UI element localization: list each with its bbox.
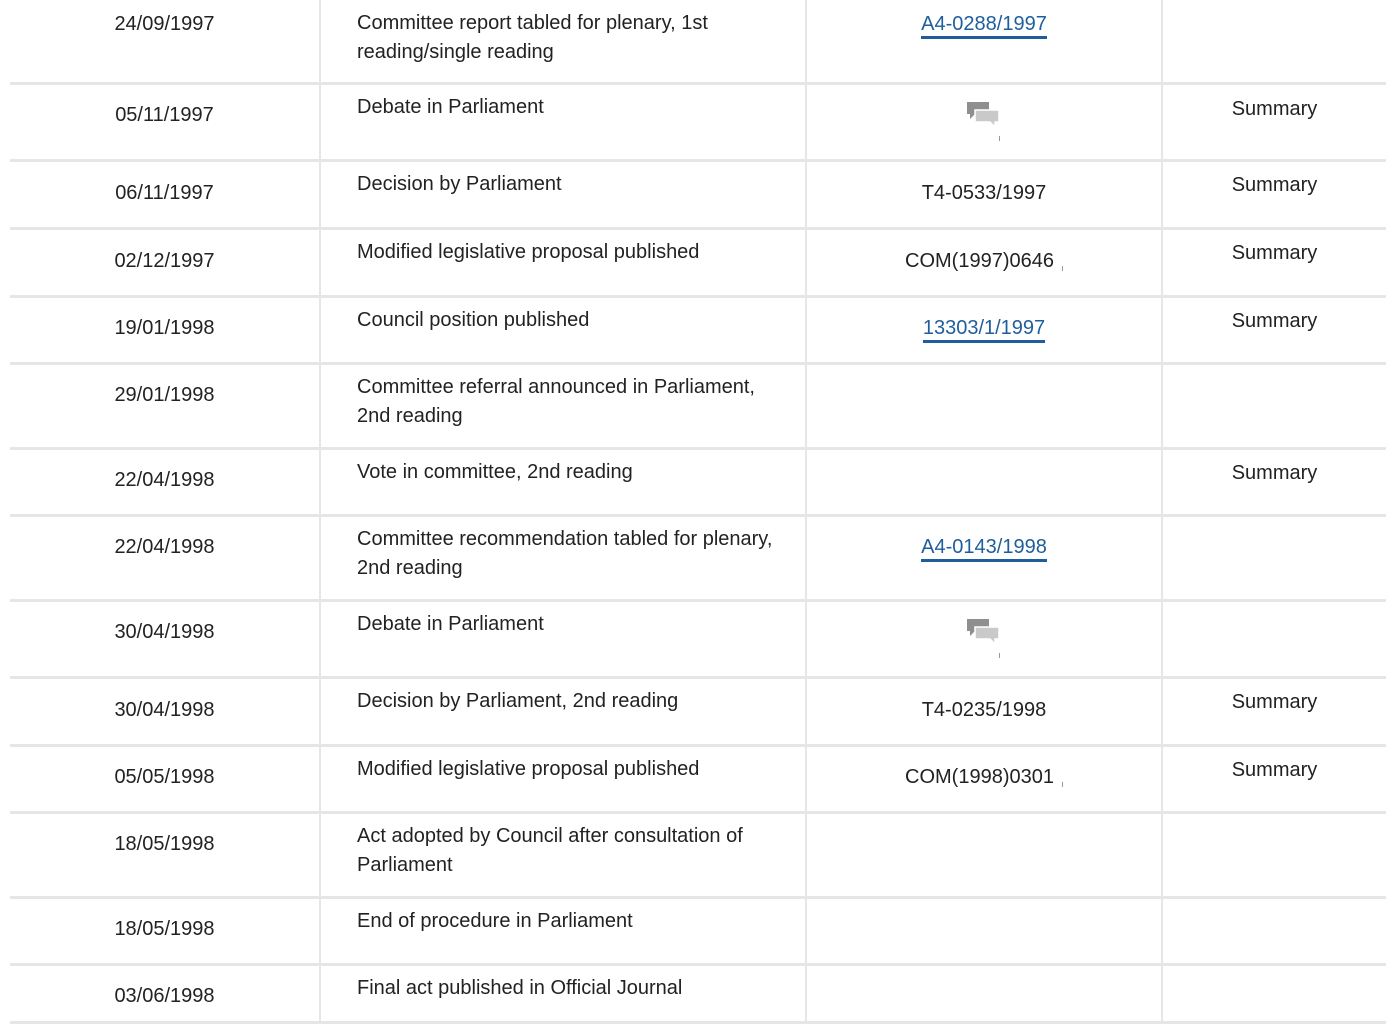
event-description-cell: [321, 365, 807, 447]
event-date-cell: [10, 230, 321, 295]
event-summary-cell: [1163, 899, 1386, 963]
event-reference-cell: [807, 747, 1163, 811]
event-date-cell: [10, 814, 321, 896]
table-row: [10, 814, 1386, 899]
event-date: 30/04/1998: [114, 699, 215, 721]
table-row: [10, 162, 1386, 230]
debate-speech-bubbles-icon[interactable]: [966, 98, 1002, 138]
event-description-cell: [321, 85, 807, 159]
event-summary-cell: [1163, 814, 1386, 896]
event-date-cell: [10, 899, 321, 963]
event-description-cell: [321, 814, 807, 896]
event-description-cell: [321, 230, 807, 295]
key-events-table: [10, 0, 1386, 1024]
event-reference-cell: [807, 450, 1163, 514]
table-row: [10, 298, 1386, 365]
table-row: [10, 899, 1386, 966]
event-date-cell: [10, 85, 321, 159]
event-summary-cell: [1163, 365, 1386, 447]
external-link-marker-icon: [1062, 782, 1063, 787]
event-date-cell: [10, 966, 321, 1021]
external-link-marker-icon: [999, 653, 1000, 658]
event-date: 06/11/1997: [115, 182, 214, 204]
event-description: Committee recommendation tabled for plenary, 2nd reading: [357, 528, 773, 579]
event-reference-cell: [807, 602, 1163, 676]
event-description: Final act published in Official Journal: [357, 977, 683, 999]
event-date-cell: [10, 0, 321, 82]
event-date: 29/01/1998: [114, 384, 215, 406]
table-row: [10, 0, 1386, 85]
document-reference-link[interactable]: 13303/1/1997: [923, 317, 1045, 343]
event-date: 22/04/1998: [114, 469, 215, 491]
table-row: [10, 602, 1386, 679]
event-reference-cell: [807, 365, 1163, 447]
event-description-cell: [321, 602, 807, 676]
table-row: [10, 679, 1386, 747]
table-row: [10, 450, 1386, 517]
document-reference: COM(1997)0646: [905, 250, 1054, 272]
event-date-cell: [10, 450, 321, 514]
event-description-cell: [321, 679, 807, 744]
event-description: Modified legislative proposal published: [357, 758, 700, 780]
event-date: 18/05/1998: [114, 918, 215, 940]
event-description-cell: [321, 0, 807, 82]
table-row: [10, 966, 1386, 1024]
event-summary-cell: [1163, 679, 1386, 744]
event-description: Committee report tabled for plenary, 1st reading/single reading: [357, 12, 708, 63]
event-summary-cell: [1163, 230, 1386, 295]
event-description: Decision by Parliament, 2nd reading: [357, 690, 679, 712]
event-reference-cell: [807, 230, 1163, 295]
event-description: Act adopted by Council after consultation of Parliament: [357, 825, 743, 876]
event-date: 24/09/1997: [114, 13, 215, 35]
event-summary-cell: [1163, 517, 1386, 599]
event-description: Decision by Parliament: [357, 173, 562, 195]
summary-link[interactable]: Summary: [1231, 242, 1318, 264]
summary-link[interactable]: Summary: [1231, 759, 1318, 781]
event-reference-cell: [807, 298, 1163, 362]
event-reference-cell: [807, 679, 1163, 744]
event-description-cell: [321, 298, 807, 362]
event-date: 02/12/1997: [114, 250, 215, 272]
document-reference: COM(1998)0301: [905, 766, 1054, 788]
event-description-cell: [321, 450, 807, 514]
document-reference: T4-0235/1998: [921, 699, 1047, 721]
document-reference-link[interactable]: A4-0288/1997: [921, 13, 1047, 39]
event-description-cell: [321, 747, 807, 811]
event-summary-cell: [1163, 298, 1386, 362]
event-date: 03/06/1998: [114, 985, 215, 1007]
event-date-cell: [10, 365, 321, 447]
summary-link[interactable]: Summary: [1231, 691, 1318, 713]
summary-link[interactable]: Summary: [1231, 98, 1318, 120]
event-summary-cell: [1163, 966, 1386, 1021]
event-date: 05/11/1997: [115, 104, 214, 126]
event-reference-cell: [807, 966, 1163, 1021]
event-description: Modified legislative proposal published: [357, 241, 700, 263]
event-date-cell: [10, 162, 321, 227]
event-description: Vote in committee, 2nd reading: [357, 461, 633, 483]
event-date: 30/04/1998: [114, 621, 215, 643]
table-row: [10, 85, 1386, 162]
debate-speech-bubbles-icon[interactable]: [966, 615, 1002, 655]
event-reference-cell: [807, 517, 1163, 599]
event-description: Committee referral announced in Parliament, 2nd reading: [357, 376, 755, 427]
event-description: Debate in Parliament: [357, 613, 544, 635]
event-date-cell: [10, 679, 321, 744]
event-date: 22/04/1998: [114, 536, 215, 558]
event-reference-cell: [807, 0, 1163, 82]
event-description: End of procedure in Parliament: [357, 910, 633, 932]
external-link-marker-icon: [999, 136, 1000, 141]
event-description-cell: [321, 162, 807, 227]
table-row: [10, 747, 1386, 814]
event-reference-cell: [807, 85, 1163, 159]
summary-link[interactable]: Summary: [1231, 462, 1318, 484]
event-description-cell: [321, 966, 807, 1021]
event-date: 19/01/1998: [114, 317, 215, 339]
event-description: Council position published: [357, 309, 590, 331]
table-row: [10, 230, 1386, 298]
event-date-cell: [10, 517, 321, 599]
event-summary-cell: [1163, 85, 1386, 159]
event-summary-cell: [1163, 162, 1386, 227]
event-description-cell: [321, 899, 807, 963]
event-summary-cell: [1163, 747, 1386, 811]
table-row: [10, 365, 1386, 450]
event-description: Debate in Parliament: [357, 96, 544, 118]
event-summary-cell: [1163, 450, 1386, 514]
event-reference-cell: [807, 814, 1163, 896]
event-summary-cell: [1163, 602, 1386, 676]
event-summary-cell: [1163, 0, 1386, 82]
event-date-cell: [10, 298, 321, 362]
event-reference-cell: [807, 162, 1163, 227]
event-date: 05/05/1998: [114, 766, 215, 788]
external-link-marker-icon: [1062, 266, 1063, 271]
event-reference-cell: [807, 899, 1163, 963]
table-row: [10, 517, 1386, 602]
document-reference-link[interactable]: A4-0143/1998: [921, 536, 1047, 562]
event-date-cell: [10, 602, 321, 676]
event-description-cell: [321, 517, 807, 599]
event-date: 18/05/1998: [114, 833, 215, 855]
event-date-cell: [10, 747, 321, 811]
summary-link[interactable]: Summary: [1231, 310, 1318, 332]
summary-link[interactable]: Summary: [1231, 174, 1318, 196]
document-reference: T4-0533/1997: [921, 182, 1047, 204]
